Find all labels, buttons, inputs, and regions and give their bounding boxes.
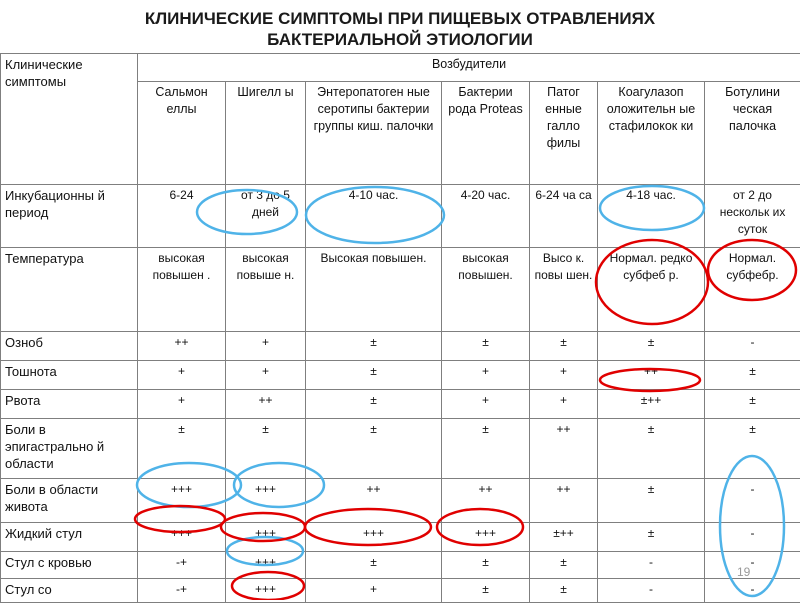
table-cell: ± [705,361,800,390]
header-col-botulinum: Ботулини ческая палочка [705,82,800,185]
table-cell: + [442,361,530,390]
header-pathogens: Возбудители [138,54,800,82]
table-cell: +++ [138,523,226,552]
table-cell: - [705,552,800,579]
table-cell: 4-10 час. [306,185,442,248]
symptoms-table [0,53,800,603]
header-col-ecoli: Энтеропатоген ные серотипы бактерии группы киш. палочки [306,82,442,185]
table-cell: +++ [442,523,530,552]
table-row [1,552,800,579]
title-line-2: БАКТЕРИАЛЬНОЙ ЭТИОЛОГИИ [0,29,800,50]
table-cell: высокая повыше н. [226,248,306,332]
table-cell: ± [442,419,530,479]
table-cell: + [442,390,530,419]
row-label: Тошнота [1,361,138,390]
table-cell: +++ [306,523,442,552]
table-cell: ± [530,552,598,579]
table-cell: +++ [138,479,226,523]
table-cell: + [306,579,442,603]
table-cell: ± [442,332,530,361]
header-col-staphylococci: Коагулазоп оложительн ые стафилокок ки [598,82,705,185]
table-row [1,579,800,603]
table-row [1,523,800,552]
table-cell: - [598,579,705,603]
table-cell: + [138,361,226,390]
table-cell: ±++ [598,390,705,419]
table-cell: Высокая повышен. [306,248,442,332]
table-cell: ± [306,552,442,579]
table-cell: + [530,361,598,390]
table-cell: -+ [138,579,226,603]
row-label: Боли в эпигастрально й области [1,419,138,479]
table-cell: ± [530,579,598,603]
table-cell: - [705,523,800,552]
table-cell: ± [705,419,800,479]
table-cell: + [530,390,598,419]
table-cell: - [705,479,800,523]
table-cell: - [705,579,800,603]
table-cell: ± [705,390,800,419]
table-cell: высокая повышен . [138,248,226,332]
table-cell: ±++ [530,523,598,552]
table-cell: ± [442,579,530,603]
table-cell: ± [306,332,442,361]
table-cell: высокая повышен. [442,248,530,332]
table-cell: ± [442,552,530,579]
table-row [1,185,800,248]
table-cell: ± [306,419,442,479]
row-label: Жидкий стул [1,523,138,552]
table-row [1,390,800,419]
table-cell: + [138,390,226,419]
table-cell: ± [598,419,705,479]
table-cell: ± [598,332,705,361]
row-label: Стул со [1,579,138,603]
table-row [1,332,800,361]
table-cell: ++ [598,361,705,390]
table-cell: + [226,332,306,361]
header-col-proteus: Бактерии рода Proteas [442,82,530,185]
table-cell: +++ [226,479,306,523]
table-cell: ++ [306,479,442,523]
table-cell: -+ [138,552,226,579]
table-cell: +++ [226,579,306,603]
table-cell: от 3 до 5 дней [226,185,306,248]
table-row [1,419,800,479]
header-col-halophiles: Патог енные галло филы [530,82,598,185]
table-row [1,361,800,390]
table-cell: 6-24 ча са [530,185,598,248]
table-cell: ++ [530,419,598,479]
table-cell: ± [598,479,705,523]
row-label: Боли в области живота [1,479,138,523]
table-cell: ++ [138,332,226,361]
page-title [0,8,800,50]
table-cell: от 2 до нескольк их суток [705,185,800,248]
header-row-1 [1,54,800,82]
table-cell: - [705,332,800,361]
row-label: Рвота [1,390,138,419]
table-row [1,479,800,523]
header-col-shigella: Шигелл ы [226,82,306,185]
table-cell: 4-20 час. [442,185,530,248]
table-cell: Нормал. редко субфеб р. [598,248,705,332]
table-cell: ± [306,361,442,390]
row-label: Озноб [1,332,138,361]
row-label: Температура [1,248,138,332]
row-label: Стул с кровью [1,552,138,579]
table-cell: ++ [530,479,598,523]
table-cell: ± [530,332,598,361]
header-col-salmonella: Сальмон еллы [138,82,226,185]
table-cell: ± [138,419,226,479]
table-cell: ± [226,419,306,479]
title-line-1: КЛИНИЧЕСКИЕ СИМПТОМЫ ПРИ ПИЩЕВЫХ ОТРАВЛЕНИЯХ [0,8,800,29]
table-cell: 6-24 [138,185,226,248]
table-cell: ± [306,390,442,419]
row-label: Инкубационны й период [1,185,138,248]
table-cell: + [226,361,306,390]
table-cell: +++ [226,552,306,579]
table-cell: Высо к. повы шен. [530,248,598,332]
table-cell: ++ [442,479,530,523]
table-cell: +++ [226,523,306,552]
table-row [1,248,800,332]
table-cell: 4-18 час. [598,185,705,248]
table-cell: - [598,552,705,579]
table-cell: ± [598,523,705,552]
header-symptoms: Клинические симптомы [1,54,138,185]
table-cell: Нормал. субфебр. [705,248,800,332]
table-cell: ++ [226,390,306,419]
page-number: 19 [737,565,750,579]
